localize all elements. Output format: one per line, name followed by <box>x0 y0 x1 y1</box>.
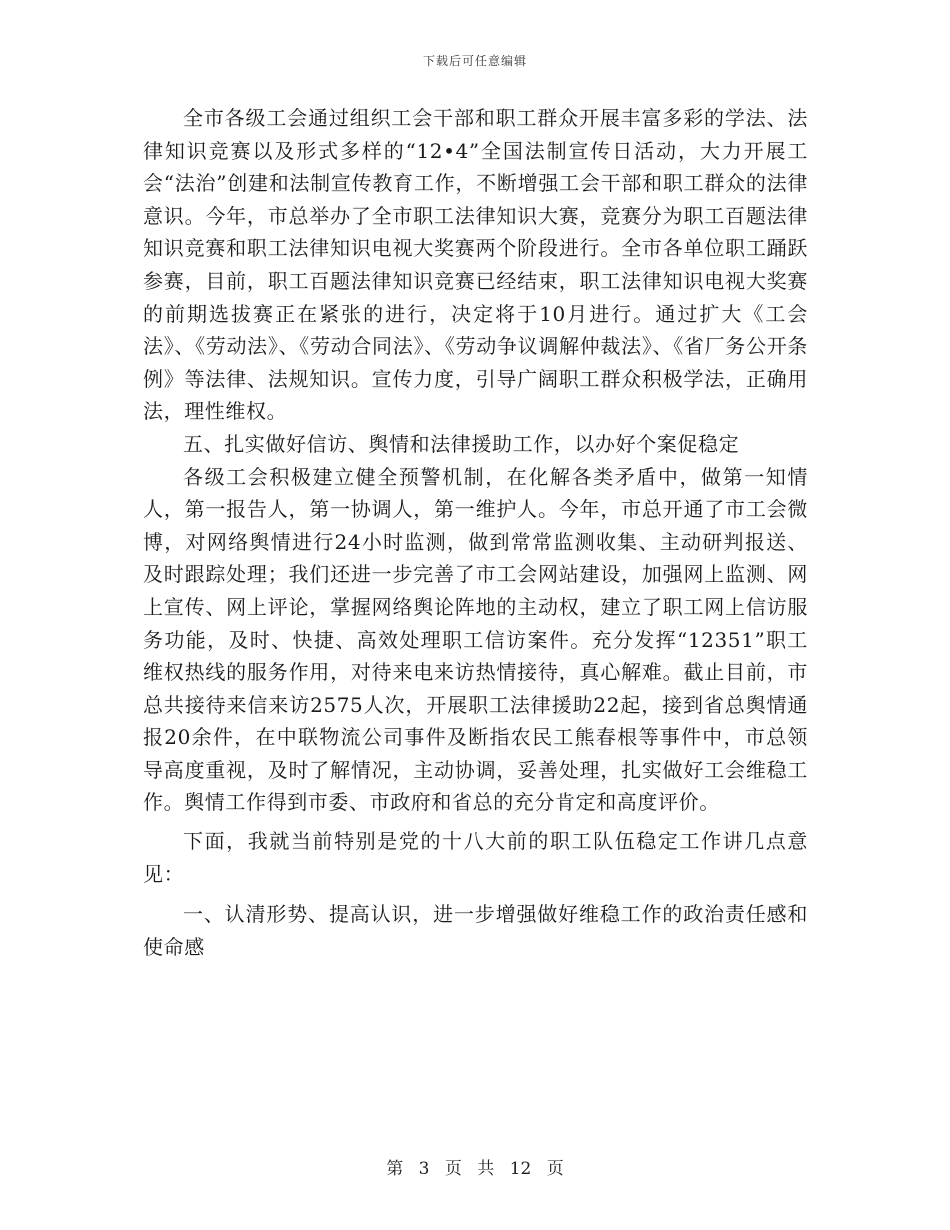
section-heading-one: 一、认清形势、提高认识，进一步增强做好维稳工作的政治责任感和使命感 <box>143 902 808 959</box>
section-heading-five: 五、扎实做好信访、舆情和法律援助工作，以办好个案促稳定 <box>183 431 740 456</box>
page-number-footer: 第 3 页 共 12 页 <box>386 1159 564 1179</box>
paragraph-petition-work: 各级工会积极建立健全预警机制，在化解各类矛盾中，做第一知情人，第一报告人，第一协调人，第一维护人。今年，市总开通了市工会微博，对网络舆情进行24小时监测，做到常常监测收集、主动研判报送、及时跟踪处理；我们还进一步完善了市工会网站建设，加强网上监测、网上宣传、网上评论，掌握网络舆论阵地的主动权，建立了职工网上信访服务功能，及时、快捷、高效处理职工信访案件。充分发挥“12351”职工维权热线的服务作用，对待来电来访热情接待，真心解难。截止目前，市总共接待来信来访2575人次，开展职工法律援助22起，接到省总舆情通报20余件，在中联物流公司事件及断指农民工熊春根等事件中，市总领导高度重视，及时了解情况，主动协调，妥善处理，扎实做好工会维稳工作。舆情工作得到市委、市政府和省总的充分肯定和高度评价。 <box>143 464 808 815</box>
document-body <box>143 102 808 963</box>
paragraph-legal-education: 全市各级工会通过组织工会干部和职工群众开展丰富多彩的学法、法律知识竞赛以及形式多样的“12•4”全国法制宣传日活动，大力开展工会“法治”创建和法制宣传教育工作，不断增强工会干部和职工群众的法律意识。今年，市总举办了全市职工法律知识大赛，竞赛分为职工百题法律知识竞赛和职工法律知识电视大奖赛两个阶段进行。全市各单位职工踊跃参赛，目前，职工百题法律知识竞赛已经结束，职工法律知识电视大奖赛的前期选拔赛正在紧张的进行，决定将于10月进行。通过扩大《工会法》、《劳动法》、《劳动合同法》、《劳动争议调解仲裁法》、《省厂务公开条例》等法律、法规知识。宣传力度，引导广阔职工群众积极学法，正确用法，理性维权。 <box>143 106 808 424</box>
paragraph-transition: 下面，我就当前特别是党的十八大前的职工队伍稳定工作讲几点意见： <box>143 829 808 886</box>
page-header: 下载后可任意编辑 <box>422 54 527 68</box>
